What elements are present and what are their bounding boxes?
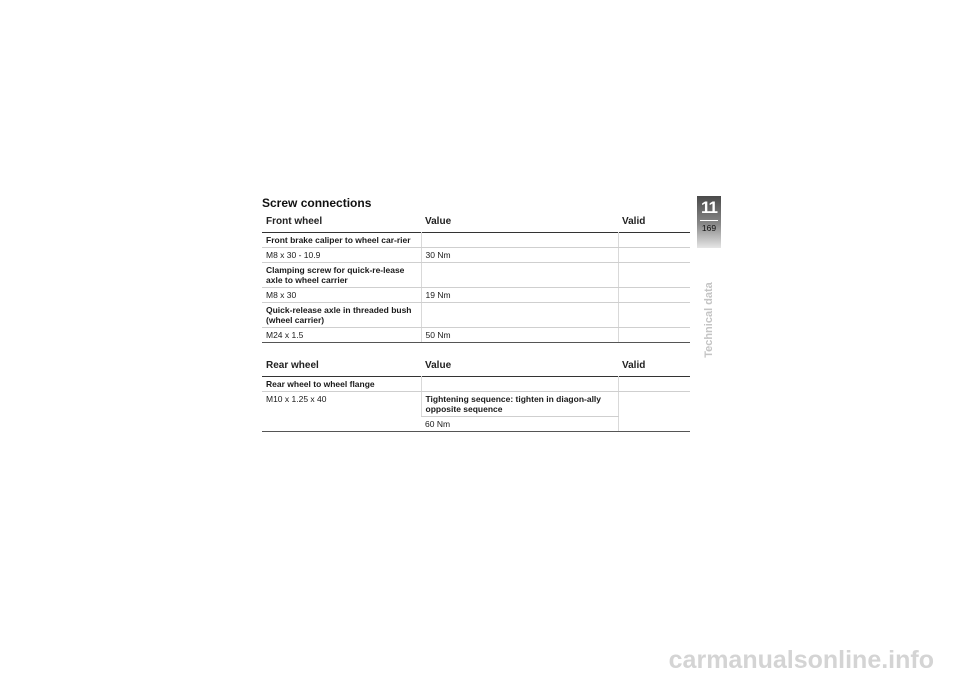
table-end-cell	[262, 431, 421, 432]
value-cell	[421, 377, 618, 392]
torque-value: 30 Nm	[421, 248, 618, 263]
column-header-component: Front wheel	[266, 216, 323, 227]
page-number: 169	[701, 223, 717, 233]
table-row	[262, 392, 690, 417]
table-row	[262, 377, 690, 392]
front-wheel-table	[262, 210, 690, 343]
screw-spec: M10 x 1.25 x 40	[266, 394, 327, 404]
chapter-title: Technical data	[703, 282, 715, 358]
valid-cell	[618, 328, 690, 343]
component-name: Quick-release axle in threaded bush (wheel carrier)	[262, 303, 421, 328]
table-row	[262, 303, 690, 328]
table-row	[262, 248, 690, 263]
valid-cell	[618, 288, 690, 303]
screw-spec: M8 x 30 - 10.9	[262, 248, 421, 263]
column-header-valid: Valid	[622, 216, 646, 227]
component-name: Clamping screw for quick-re-lease axle to wheel carrier	[262, 263, 421, 288]
column-header-component: Rear wheel	[266, 360, 319, 371]
column-header-value: Value	[425, 216, 452, 227]
chapter-divider	[700, 220, 718, 221]
section-title: Screw connections	[262, 196, 372, 210]
component-name: Rear wheel to wheel flange	[262, 377, 421, 392]
torque-value: 19 Nm	[421, 288, 618, 303]
chapter-number: 11	[701, 198, 717, 217]
table-end-cell	[421, 431, 618, 432]
screw-spec: M8 x 30	[262, 288, 421, 303]
value-cell	[421, 263, 618, 288]
screw-spec: M24 x 1.5	[262, 328, 421, 343]
chapter-tab	[697, 196, 721, 248]
table-end-cell	[618, 431, 690, 432]
table-header-row	[262, 210, 690, 233]
rear-wheel-table	[262, 354, 690, 432]
watermark: carmanualsonline.info	[668, 646, 934, 674]
tightening-sequence: Tightening sequence: tighten in diagon-ally opposite sequence	[421, 392, 618, 417]
table-row	[262, 328, 690, 343]
column-header-valid: Valid	[622, 360, 646, 371]
table-header-row	[262, 354, 690, 377]
table-end-row	[262, 431, 690, 432]
torque-value: 60 Nm	[425, 419, 451, 429]
valid-cell	[618, 392, 690, 432]
valid-cell	[618, 248, 690, 263]
table-row	[262, 263, 690, 288]
value-cell	[421, 233, 618, 248]
component-name: Front brake caliper to wheel car-rier	[262, 233, 421, 248]
valid-cell	[618, 233, 690, 248]
value-cell	[421, 303, 618, 328]
table-row	[262, 233, 690, 248]
valid-cell	[618, 263, 690, 288]
valid-cell	[618, 377, 690, 392]
torque-value: 50 Nm	[421, 328, 618, 343]
column-header-value: Value	[425, 360, 452, 371]
table-row	[262, 288, 690, 303]
valid-cell	[618, 303, 690, 328]
